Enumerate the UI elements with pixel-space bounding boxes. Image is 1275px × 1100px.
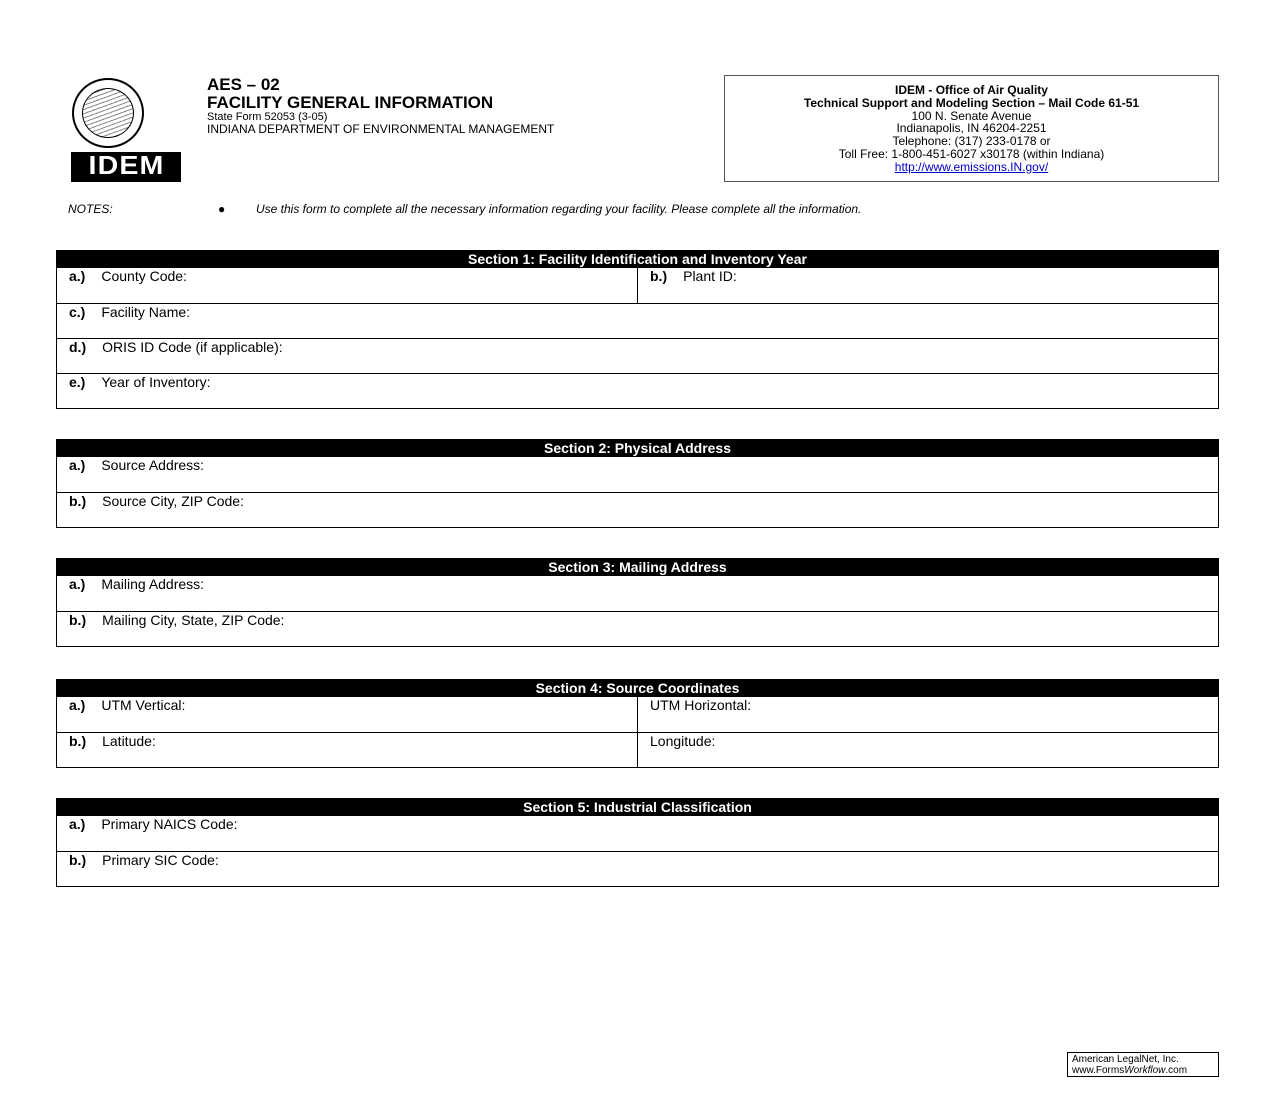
field-label: Primary NAICS Code:: [101, 816, 238, 832]
form-field[interactable]: [57, 457, 1218, 492]
form-field[interactable]: [57, 816, 1218, 851]
field-label: Year of Inventory:: [101, 374, 211, 390]
field-letter: a.): [69, 457, 86, 473]
field-label: UTM Vertical:: [101, 697, 186, 713]
website-link[interactable]: http://www.emissions.IN.gov/: [894, 159, 1049, 174]
field-letter: a.): [69, 576, 86, 592]
section-header: Section 1: Facility Identification and Inventory Year: [57, 251, 1218, 268]
field-label: UTM Horizontal:: [650, 697, 752, 713]
notes-text: Use this form to complete all the necessary information regarding your facility. Please complete all the information.: [256, 202, 862, 216]
form-field[interactable]: [57, 612, 1218, 646]
field-label: ORIS ID Code (if applicable):: [102, 339, 283, 355]
notes-label: NOTES:: [68, 202, 113, 216]
section-1: [56, 250, 1219, 409]
field-letter: c.): [69, 304, 86, 320]
form-row: [57, 457, 1218, 492]
form-row: [57, 338, 1218, 373]
field-letter: b.): [650, 268, 668, 284]
form-field[interactable]: [638, 268, 1218, 303]
section-2: [56, 439, 1219, 528]
bullet-icon: ●: [218, 202, 226, 216]
form-field[interactable]: [57, 852, 1218, 886]
form-row: [57, 611, 1218, 646]
idem-logo: IDEM: [71, 152, 181, 182]
form-field[interactable]: [57, 493, 1218, 527]
field-letter: a.): [69, 816, 86, 832]
field-letter: b.): [69, 612, 87, 628]
contact-city: Indianapolis, IN 46204-2251: [896, 121, 1047, 136]
field-letter: b.): [69, 493, 87, 509]
form-row: [57, 268, 1218, 303]
field-letter: d.): [69, 339, 87, 355]
form-field[interactable]: [57, 339, 1218, 373]
form-row: [57, 816, 1218, 851]
section-header: Section 5: Industrial Classification: [57, 799, 1218, 816]
form-row: [57, 732, 1218, 767]
contact-box: [724, 75, 1219, 182]
contact-section: Technical Support and Modeling Section – Mail Code 61-51: [803, 95, 1140, 110]
field-label: Latitude:: [102, 733, 156, 749]
contact-office: IDEM - Office of Air Quality: [895, 83, 1048, 97]
contact-street: 100 N. Senate Avenue: [911, 108, 1032, 123]
field-letter: a.): [69, 697, 86, 713]
indiana-state-seal-logo: [72, 78, 144, 148]
form-field[interactable]: [57, 304, 1218, 338]
field-label: Source City, ZIP Code:: [102, 493, 244, 509]
field-label: County Code:: [101, 268, 187, 284]
section-4: [56, 679, 1219, 768]
section-5: [56, 798, 1219, 887]
footer-company: American LegalNet, Inc.: [1072, 1054, 1179, 1065]
form-row: [57, 303, 1218, 338]
field-label: Plant ID:: [683, 268, 737, 284]
section-header: Section 3: Mailing Address: [57, 559, 1218, 576]
form-field[interactable]: [57, 733, 638, 767]
form-row: [57, 576, 1218, 611]
form-field[interactable]: [638, 697, 1218, 732]
form-code: AES – 02: [207, 75, 280, 94]
contact-telephone: Telephone: (317) 233-0178 or: [892, 134, 1051, 149]
field-label: Source Address:: [101, 457, 205, 473]
form-row: [57, 851, 1218, 886]
field-label: Mailing City, State, ZIP Code:: [102, 612, 285, 628]
field-label: Facility Name:: [101, 304, 191, 320]
contact-toll-free: Toll Free: 1-800-451-6027 x30178 (within Indiana): [838, 146, 1105, 161]
section-header: Section 4: Source Coordinates: [57, 680, 1218, 697]
section-3: [56, 558, 1219, 647]
form-field[interactable]: [638, 733, 1218, 767]
form-field[interactable]: [57, 697, 638, 732]
form-row: [57, 492, 1218, 527]
field-label: Mailing Address:: [101, 576, 205, 592]
form-field[interactable]: [57, 576, 1218, 611]
footer-credit: [1067, 1052, 1219, 1077]
state-form-number: State Form 52053 (3-05): [207, 111, 328, 123]
field-label: Primary SIC Code:: [102, 852, 219, 868]
form-field[interactable]: [57, 268, 638, 303]
department-name: INDIANA DEPARTMENT OF ENVIRONMENTAL MANAGEMENT: [207, 122, 555, 136]
field-label: Longitude:: [650, 733, 716, 749]
footer-website: www.FormsWorkflow.com: [1072, 1065, 1188, 1076]
form-title: FACILITY GENERAL INFORMATION: [207, 93, 494, 112]
field-letter: a.): [69, 268, 86, 284]
field-letter: e.): [69, 374, 86, 390]
section-header: Section 2: Physical Address: [57, 440, 1218, 457]
field-letter: b.): [69, 852, 87, 868]
form-row: [57, 697, 1218, 732]
form-field[interactable]: [57, 374, 1218, 408]
form-row: [57, 373, 1218, 408]
field-letter: b.): [69, 733, 87, 749]
